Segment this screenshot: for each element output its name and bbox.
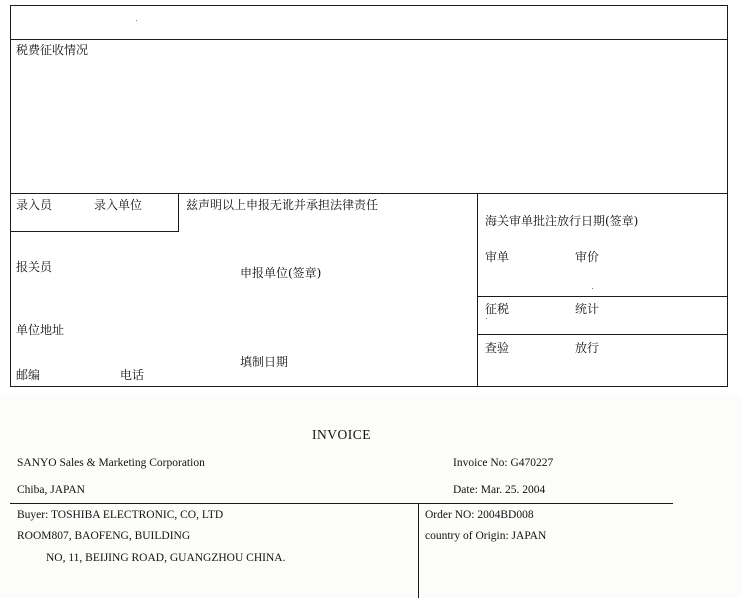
phone-label: 电话 xyxy=(120,368,145,382)
order-number: Order NO: 2004BD008 xyxy=(425,509,534,521)
fill-date-label: 填制日期 xyxy=(240,355,289,369)
form-left-border xyxy=(10,5,11,387)
invoice-title: INVOICE xyxy=(312,427,371,442)
invoice-date: Date: Mar. 25. 2004 xyxy=(453,484,546,496)
scan-speck xyxy=(136,20,137,21)
scan-speck xyxy=(592,288,593,289)
invoice-number: Invoice No: G470227 xyxy=(453,457,554,469)
buyer-line-1: Buyer: TOSHIBA ELECTRONIC, CO, LTD xyxy=(17,509,224,521)
entry-box-bottom-border xyxy=(10,231,179,232)
entry-clerk-label: 录入员 xyxy=(16,198,53,212)
levy-label: 征税 xyxy=(485,302,510,316)
unit-address-label: 单位地址 xyxy=(16,323,65,337)
seller-location: Chiba, JAPAN xyxy=(17,484,85,496)
seller-name: SANYO Sales & Marketing Corporation xyxy=(17,457,205,469)
approval-column-divider xyxy=(477,193,478,387)
buyer-line-3: NO, 11, BEIJING ROAD, GUANGZHOU CHINA. xyxy=(46,552,286,564)
invoice-column-divider xyxy=(418,503,419,598)
tax-section-title: 税费征收情况 xyxy=(16,43,89,57)
release-label: 放行 xyxy=(575,341,600,355)
declaration-statement: 兹声明以上申报无讹并承担法律责任 xyxy=(186,198,379,212)
country-of-origin: country of Origin: JAPAN xyxy=(425,530,547,542)
approval-row-divider-1 xyxy=(477,296,728,297)
statistics-label: 统计 xyxy=(575,302,600,316)
approval-row-divider-2 xyxy=(477,334,728,335)
scan-speck xyxy=(486,318,487,319)
pricing-label: 审价 xyxy=(575,250,600,264)
declaring-unit-label: 申报单位(签章) xyxy=(240,266,322,280)
entry-unit-label: 录入单位 xyxy=(94,198,143,212)
customs-approval-label: 海关审单批注放行日期(签章) xyxy=(485,214,639,228)
tax-section-divider xyxy=(10,193,728,194)
form-right-border xyxy=(727,5,728,387)
form-top-border xyxy=(10,5,728,6)
declarant-label: 报关员 xyxy=(16,260,53,274)
entry-box-right-border xyxy=(178,193,179,232)
buyer-line-2: ROOM807, BAOFENG, BUILDING xyxy=(17,530,191,542)
review-label: 审单 xyxy=(485,250,510,264)
invoice-header-divider xyxy=(10,503,673,504)
postcode-label: 邮编 xyxy=(16,368,41,382)
inspection-label: 查验 xyxy=(485,341,510,355)
header-divider xyxy=(10,39,728,40)
invoice-sheet xyxy=(0,395,741,598)
form-bottom-border xyxy=(10,386,728,387)
